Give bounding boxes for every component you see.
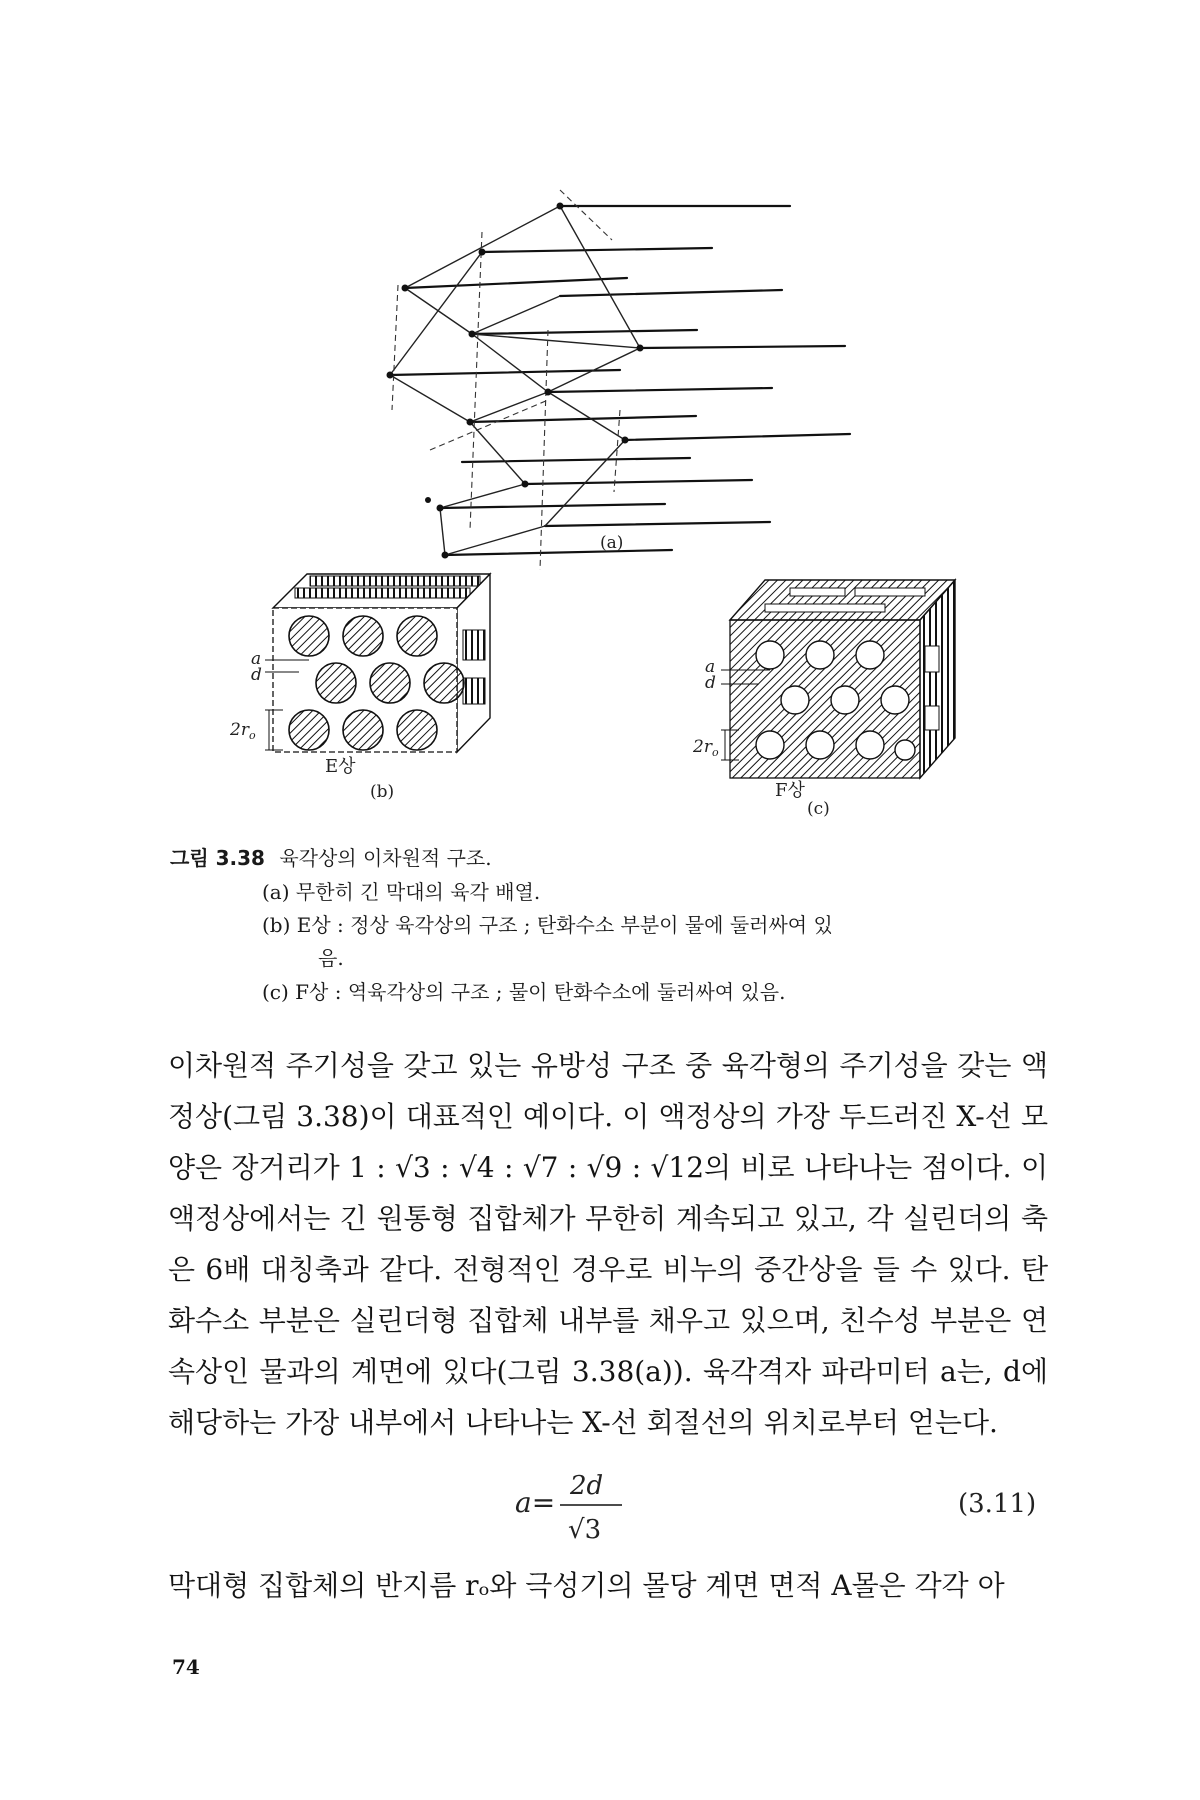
figure-c-dim-d: d [705,673,716,693]
figure-b-dim-r-main: 2r [230,720,249,740]
equation-number: (3.11) [958,1489,1037,1519]
figure-caption-b: (b) E상 : 정상 육각상의 구조 ; 탄화수소 부분이 물에 둘러싸여 있 [262,913,833,937]
figure-c-phase: F상 [775,780,805,801]
equation-lhs: a= [515,1486,556,1519]
figure-b-e-phase [225,560,515,800]
body-paragraph-1: 이차원적 주기성을 갖고 있는 유방성 구조 중 육각형의 주기성을 갖는 액정상(그림 3.38)이 대표적인 예이다. 이 액정상의 가장 두드러진 X-선 모양은 장거리가 1 : √3 : √4 : √7 : √9 : √12의 비로 나타나는 점이다. 이 액정상에서는 긴 원통형 집합체가 무한히 계속되고 있고, 각 실린더의 축은 6배 대칭축과 같다. 전형적인 경우로 비누의 중간상을 들 수 있다. 탄화수소 부분은 실린더형 집합체 내부를 채우고 있으며, 친수성 부분은 연속상인 물과의 계면에 있다(그림 3.38(a)). 육각격자 파라미터 a는, d에 해당하는 가장 내부에서 나타나는 X-선 회절선의 위치로부터 얻는다. [168,1049,1048,1439]
figure-caption-b-continued: 음. [318,946,344,970]
body-paragraph-2: 막대형 집합체의 반지름 rₒ와 극성기의 몰당 계면 면적 A몰은 각각 아 [168,1569,1005,1602]
figure-b-dim-a: a [251,649,262,669]
figure-c-label: (c) [807,799,830,819]
equation-3-11 [0,1460,1200,1550]
figure-c-dim-r-main: 2r [693,737,712,757]
figure-caption-c: (c) F상 : 역육각상의 구조 ; 물이 탄화수소에 둘러싸여 있음. [262,980,786,1004]
figure-b-label: (b) [370,782,395,802]
figure-caption-title: 육각상의 이차원적 구조. [279,846,492,870]
equation-numerator: 2d [570,1471,604,1501]
figure-b-dim-r [229,720,256,742]
figure-c-dim-r [692,737,719,759]
figure-b-phase: E상 [325,756,356,777]
figure-a-rod-array [0,170,1200,730]
figure-c-dim-r-sub: o [711,746,719,759]
figure-caption-a: (a) 무한히 긴 막대의 육각 배열. [262,880,541,904]
figure-caption-label: 그림 3.38 [170,846,265,870]
figure-a-label: (a) [600,533,624,553]
figure-b-dim-r-sub: o [248,729,256,742]
figure-c-f-phase [695,560,985,820]
equation-denominator: √3 [568,1515,602,1545]
figure-caption-title-line [170,842,492,875]
figure-c-dim-a: a [705,657,716,677]
figure-b-dim-d: d [251,665,262,685]
page-number: 74 [172,1655,200,1679]
